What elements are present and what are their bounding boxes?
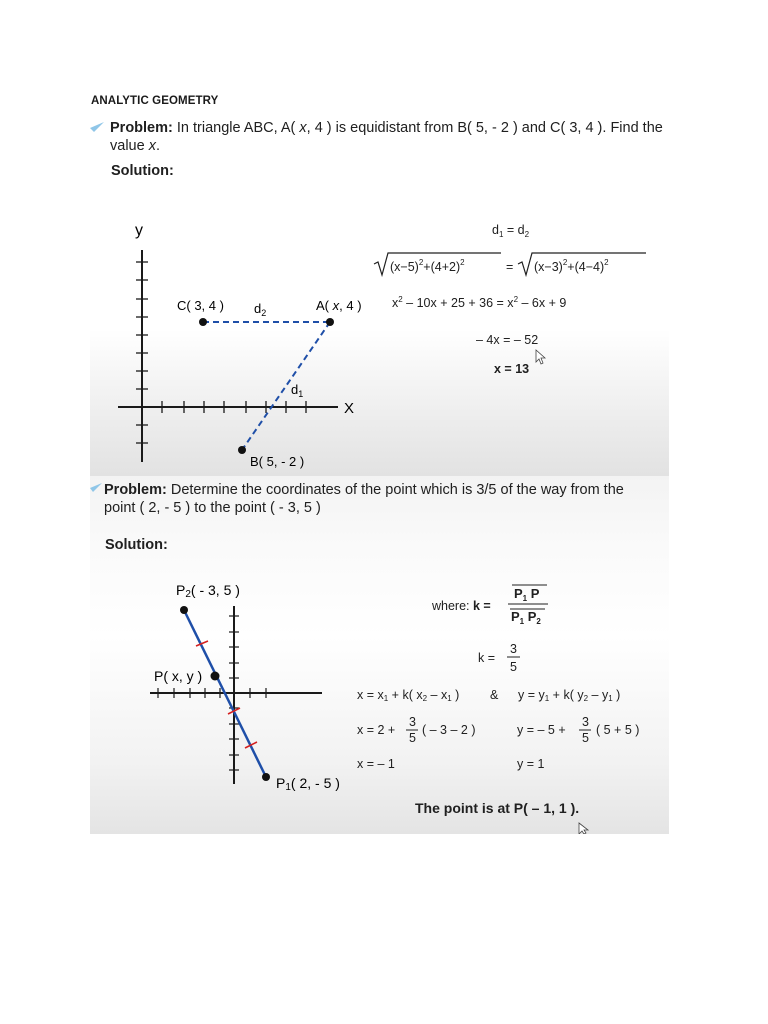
decor-swoosh <box>90 483 102 492</box>
y-section-formula: y = y1 + k( y2 – y1 ) <box>518 688 621 703</box>
point-a-label: A( x, 4 ) <box>316 298 362 313</box>
problem-1-graphic <box>90 110 669 476</box>
k-definition <box>431 585 548 626</box>
point-p2-label: P2( - 3, 5 ) <box>176 582 240 600</box>
point-p1 <box>262 773 270 781</box>
eq-distance-sqrt <box>374 253 646 275</box>
d2-label: $d_2$ <box>254 301 267 318</box>
svg-text:3: 3 <box>409 715 416 729</box>
point-p-label: P( x, y ) <box>154 668 203 684</box>
svg-text:P1 P2: $P_1$ $P_2$ <box>511 609 541 626</box>
svg-text:5: 5 <box>582 731 589 745</box>
svg-text:(x−5)2+(4+2)2: $(x-5)^2+(4+2)^2$ <box>390 258 465 274</box>
x-axis-label: X <box>344 400 355 417</box>
point-p <box>211 672 220 681</box>
svg-text:5: 5 <box>409 731 416 745</box>
y-substitution <box>517 715 639 745</box>
problem-2-statement: Problem: Determine the coordinates of the point which is 3/5 of the way from the point ( 2, - 5 ) to the point ( - 3, 5 ) <box>104 482 624 516</box>
svg-text:5: 5 <box>510 660 517 674</box>
point-b-label: B( 5, - 2 ) <box>250 454 305 469</box>
x-section-formula: x = x1 + k( x2 – x1 ) <box>357 688 460 703</box>
x-substitution <box>357 715 476 745</box>
problem-2-solution-label: Solution: <box>105 537 168 553</box>
svg-text:=: = <box>506 260 514 274</box>
cursor-icon <box>579 823 588 834</box>
svg-text:( 5 + 5 ): ( 5 + 5 ) <box>596 723 640 737</box>
point-c <box>199 318 207 326</box>
k-value <box>478 642 520 674</box>
svg-text:y = – 5 +: y = – 5 + <box>517 723 566 737</box>
d1-label: $d_1$ <box>291 382 304 399</box>
problem-1-solution-label: Solution: <box>111 163 174 179</box>
cursor-icon <box>536 350 545 364</box>
point-c-label: C( 3, 4 ) <box>177 298 224 313</box>
svg-text:P1 P: $P_1$ P <box>514 586 540 603</box>
svg-text:x = 2 +: x = 2 + <box>357 723 396 737</box>
point-p2 <box>180 606 188 614</box>
final-answer: The point is at P( – 1, 1 ). <box>415 800 580 816</box>
svg-text:3: 3 <box>582 715 589 729</box>
y-result: y = 1 <box>517 757 545 771</box>
svg-text:(x−3)2+(4−4)2: $(x-3)^2+(4-4)^2$ <box>534 258 609 274</box>
point-p1-label: P1( 2, - 5 ) <box>276 775 340 793</box>
problem-2-panel <box>90 476 669 834</box>
document-title: ANALYTIC GEOMETRY <box>91 95 219 107</box>
problem-1-panel <box>90 110 669 476</box>
svg-text:( – 3 – 2 ): ( – 3 – 2 ) <box>422 723 476 737</box>
svg-text:where: k =: where: k = <box>432 599 491 613</box>
segment-d1 <box>242 322 330 450</box>
y-axis-label: y <box>135 222 143 239</box>
eq-d1-d2: $d_1 = d_2$ <box>492 223 530 239</box>
ampersand: & <box>490 688 499 702</box>
eq-result: x = 13 <box>494 362 530 376</box>
svg-text:k =: k = <box>478 651 496 665</box>
x-result: x = – 1 <box>357 757 395 771</box>
svg-text:3: 3 <box>510 642 517 656</box>
eq-expanded: $x^2 - 10x + 25 + 36 = x^2 - 6x + 9$ <box>392 295 567 310</box>
problem-2-graphic <box>90 476 669 834</box>
point-a <box>326 318 334 326</box>
decor-swoosh <box>90 122 104 132</box>
eq-simplified: – 4x = – 52 <box>476 333 539 347</box>
point-b <box>238 446 246 454</box>
problem-1-statement: Problem: In triangle ABC, A( x, 4 ) is equidistant from B( 5, - 2 ) and C( 3, 4 ). Find the value x. <box>110 120 663 154</box>
